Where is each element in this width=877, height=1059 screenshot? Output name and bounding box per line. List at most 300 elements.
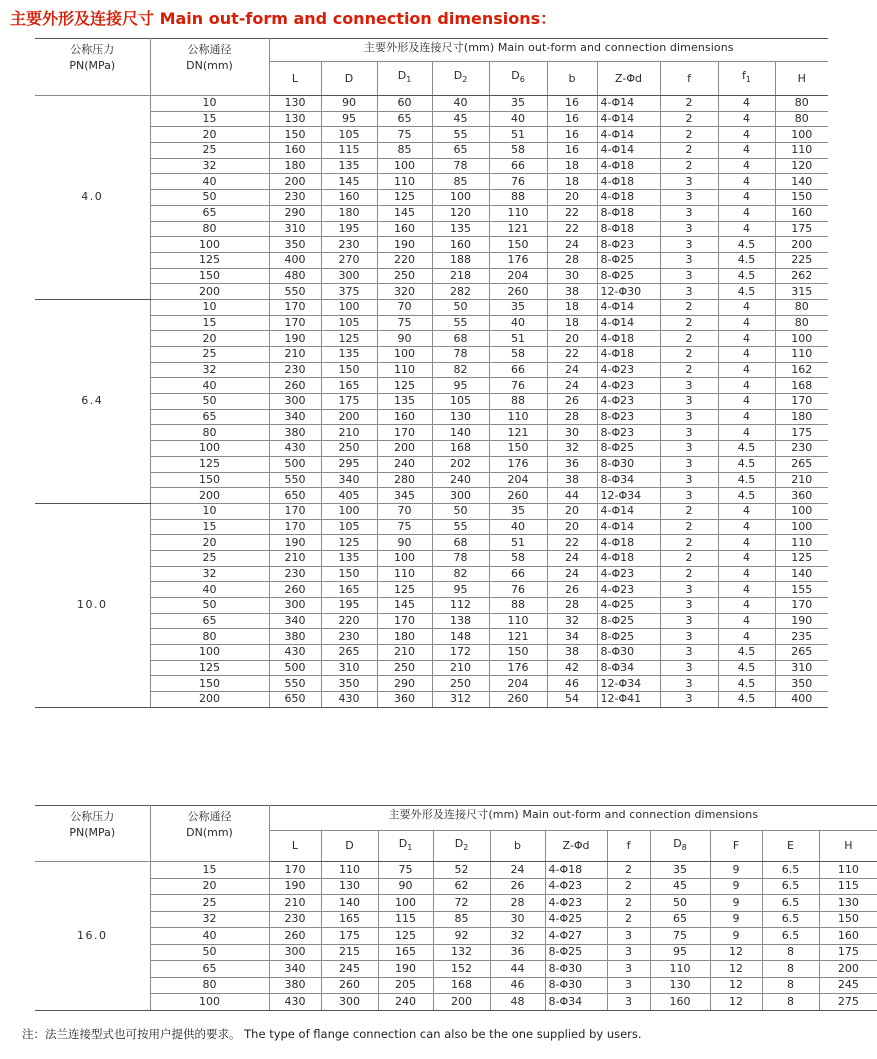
cell-dn: 15 [150, 315, 269, 331]
cell-l: 650 [269, 488, 321, 504]
cell-dn: 32 [150, 158, 269, 174]
cell-d8: 35 [650, 862, 710, 879]
column-header-f: F [710, 831, 762, 862]
cell-f1: 4.5 [718, 268, 775, 284]
column-header-d: D [321, 831, 378, 862]
column-header-d2: $D_2$ [432, 62, 489, 96]
cell-h: 275 [819, 994, 877, 1011]
cell-f: 2 [660, 158, 718, 174]
cell-zd: 4-Φ23 [597, 378, 660, 394]
cell-d6: 40 [489, 111, 547, 127]
cell-d2: 62 [433, 878, 490, 895]
cell-h: 180 [775, 409, 828, 425]
page-title: 主要外形及连接尺寸 Main out-form and connection dimensions： [10, 9, 557, 28]
cell-d1: 280 [377, 472, 432, 488]
cell-zd: 12-Φ41 [597, 692, 660, 708]
cell-f: 3 [660, 692, 718, 708]
cell-b: 26 [547, 394, 597, 410]
dn-header-cn: 公称通径 [187, 810, 232, 823]
cell-dn: 50 [150, 944, 269, 961]
cell-l: 130 [269, 96, 321, 112]
cell-h: 400 [775, 692, 828, 708]
cell-d: 115 [321, 143, 377, 159]
column-header-b: b [547, 62, 597, 96]
cell-d2: 152 [433, 961, 490, 978]
cell-d2: 120 [432, 205, 489, 221]
cell-b: 18 [547, 299, 597, 315]
cell-e: 8 [762, 944, 819, 961]
cell-d: 250 [321, 441, 377, 457]
table-row [35, 394, 828, 410]
cell-f: 2 [607, 895, 650, 912]
cell-d: 300 [321, 994, 378, 1011]
cell-d6: 150 [489, 645, 547, 661]
cell-b: 46 [490, 977, 545, 994]
cell-e: 6.5 [762, 878, 819, 895]
cell-f1: 4 [718, 127, 775, 143]
pn-header-cn: 公称压力 [70, 43, 115, 56]
cell-d8: 65 [650, 911, 710, 928]
cell-d: 340 [321, 472, 377, 488]
cell-d1: 70 [377, 299, 432, 315]
cell-d2: 82 [432, 362, 489, 378]
column-header-f: f [607, 831, 650, 862]
column-header-d1: $D_1$ [377, 62, 432, 96]
cell-d: 135 [321, 158, 377, 174]
cell-dn: 100 [150, 645, 269, 661]
cell-d1: 90 [378, 878, 433, 895]
cell-dn: 80 [150, 425, 269, 441]
column-header-h: H [775, 62, 828, 96]
column-header-zd: Z-Φd [545, 831, 607, 862]
cell-h: 168 [775, 378, 828, 394]
cell-l: 380 [269, 977, 321, 994]
cell-d: 295 [321, 456, 377, 472]
column-header-d6: $D_6$ [489, 62, 547, 96]
dimensions-group-header: 主要外形及连接尺寸(mm) Main out-form and connection dimensions [269, 39, 828, 62]
cell-l: 190 [269, 331, 321, 347]
cell-d2: 148 [432, 629, 489, 645]
cell-d6: 66 [489, 158, 547, 174]
table-row [35, 535, 828, 551]
cell-f1: 4 [718, 174, 775, 190]
dimensions-group-header: 主要外形及连接尺寸(mm) Main out-form and connection dimensions [269, 806, 877, 831]
cell-d2: 202 [432, 456, 489, 472]
cell-zd: 12-Φ34 [597, 676, 660, 692]
cell-h: 100 [775, 331, 828, 347]
cell-d6: 176 [489, 456, 547, 472]
cell-f: 12 [710, 961, 762, 978]
cell-zd: 4-Φ27 [545, 928, 607, 945]
column-header-e: E [762, 831, 819, 862]
pn-value: 4.0 [35, 96, 150, 300]
cell-d1: 360 [377, 692, 432, 708]
pn-header-cn: 公称压力 [70, 810, 115, 823]
cell-d: 230 [321, 237, 377, 253]
cell-dn: 15 [150, 519, 269, 535]
cell-b: 16 [547, 111, 597, 127]
cell-f: 2 [660, 127, 718, 143]
cell-f: 2 [660, 503, 718, 519]
cell-l: 130 [269, 111, 321, 127]
cell-l: 430 [269, 441, 321, 457]
cell-zd: 8-Φ18 [597, 205, 660, 221]
cell-l: 210 [269, 550, 321, 566]
cell-d6: 110 [489, 409, 547, 425]
cell-d1: 160 [377, 221, 432, 237]
table-row [35, 315, 828, 331]
cell-dn: 25 [150, 895, 269, 912]
table-row [35, 550, 828, 566]
cell-d6: 110 [489, 613, 547, 629]
cell-e: 6.5 [762, 911, 819, 928]
cell-d1: 180 [377, 629, 432, 645]
cell-l: 550 [269, 472, 321, 488]
cell-zd: 4-Φ18 [597, 158, 660, 174]
cell-h: 80 [775, 96, 828, 112]
cell-d: 310 [321, 660, 377, 676]
cell-dn: 150 [150, 268, 269, 284]
table-row [35, 660, 828, 676]
cell-d1: 90 [377, 535, 432, 551]
cell-d: 175 [321, 928, 378, 945]
cell-b: 46 [547, 676, 597, 692]
cell-f: 2 [660, 331, 718, 347]
table-row [35, 961, 877, 978]
table-row [35, 347, 828, 363]
table-row [35, 362, 828, 378]
cell-b: 38 [547, 472, 597, 488]
table-row [35, 284, 828, 300]
cell-l: 230 [269, 362, 321, 378]
cell-l: 430 [269, 994, 321, 1011]
cell-b: 24 [547, 566, 597, 582]
cell-l: 170 [269, 503, 321, 519]
cell-f: 2 [660, 315, 718, 331]
cell-d1: 320 [377, 284, 432, 300]
cell-h: 350 [775, 676, 828, 692]
cell-d6: 204 [489, 268, 547, 284]
cell-dn: 80 [150, 977, 269, 994]
cell-f: 2 [607, 911, 650, 928]
cell-f: 3 [660, 252, 718, 268]
cell-l: 230 [269, 190, 321, 206]
cell-d: 220 [321, 613, 377, 629]
cell-zd: 4-Φ14 [597, 315, 660, 331]
cell-l: 260 [269, 582, 321, 598]
cell-l: 170 [269, 315, 321, 331]
cell-b: 28 [490, 895, 545, 912]
table-row [35, 944, 877, 961]
cell-d1: 170 [377, 425, 432, 441]
cell-h: 315 [775, 284, 828, 300]
dn-header [150, 39, 269, 96]
cell-d2: 40 [432, 96, 489, 112]
cell-dn: 65 [150, 205, 269, 221]
cell-d: 350 [321, 676, 377, 692]
cell-f: 3 [660, 378, 718, 394]
cell-f1: 4 [718, 111, 775, 127]
cell-l: 230 [269, 911, 321, 928]
cell-f1: 4 [718, 409, 775, 425]
cell-dn: 25 [150, 550, 269, 566]
cell-d: 230 [321, 629, 377, 645]
cell-d2: 68 [432, 535, 489, 551]
cell-zd: 4-Φ23 [597, 394, 660, 410]
cell-d2: 160 [432, 237, 489, 253]
cell-d: 150 [321, 566, 377, 582]
cell-l: 300 [269, 394, 321, 410]
column-header-zd: Z-Φd [597, 62, 660, 96]
cell-h: 140 [775, 566, 828, 582]
cell-l: 340 [269, 961, 321, 978]
cell-d6: 76 [489, 582, 547, 598]
cell-l: 170 [269, 862, 321, 879]
cell-l: 380 [269, 629, 321, 645]
cell-dn: 65 [150, 409, 269, 425]
table-row [35, 96, 828, 112]
cell-d1: 100 [378, 895, 433, 912]
cell-d2: 218 [432, 268, 489, 284]
cell-d6: 121 [489, 425, 547, 441]
cell-d2: 45 [432, 111, 489, 127]
cell-f: 2 [660, 96, 718, 112]
cell-d2: 100 [432, 190, 489, 206]
cell-l: 180 [269, 158, 321, 174]
cell-b: 38 [547, 284, 597, 300]
cell-f1: 4 [718, 535, 775, 551]
cell-d6: 66 [489, 362, 547, 378]
pn-header [35, 39, 150, 96]
cell-f1: 4 [718, 158, 775, 174]
table-row [35, 598, 828, 614]
cell-h: 200 [819, 961, 877, 978]
cell-dn: 150 [150, 676, 269, 692]
cell-h: 230 [775, 441, 828, 457]
cell-dn: 40 [150, 928, 269, 945]
cell-f: 9 [710, 862, 762, 879]
cell-l: 300 [269, 598, 321, 614]
cell-d2: 210 [432, 660, 489, 676]
cell-d6: 58 [489, 143, 547, 159]
cell-zd: 8-Φ25 [597, 441, 660, 457]
cell-h: 115 [819, 878, 877, 895]
cell-d1: 75 [377, 127, 432, 143]
table-row [35, 862, 877, 879]
cell-b: 42 [547, 660, 597, 676]
cell-dn: 10 [150, 503, 269, 519]
table-row [35, 268, 828, 284]
cell-f1: 4 [718, 315, 775, 331]
cell-d2: 68 [432, 331, 489, 347]
table-row [35, 378, 828, 394]
cell-f1: 4 [718, 598, 775, 614]
table-row [35, 613, 828, 629]
cell-f1: 4.5 [718, 441, 775, 457]
cell-b: 30 [547, 268, 597, 284]
cell-e: 8 [762, 961, 819, 978]
table-row [35, 645, 828, 661]
cell-dn: 10 [150, 96, 269, 112]
cell-h: 125 [775, 550, 828, 566]
table-row [35, 111, 828, 127]
cell-d1: 190 [378, 961, 433, 978]
cell-h: 160 [775, 205, 828, 221]
cell-d: 90 [321, 96, 377, 112]
cell-d: 100 [321, 299, 377, 315]
cell-d6: 260 [489, 284, 547, 300]
table-row [35, 456, 828, 472]
cell-d2: 312 [432, 692, 489, 708]
table-row [35, 692, 828, 708]
cell-l: 500 [269, 456, 321, 472]
cell-b: 28 [547, 409, 597, 425]
cell-d: 165 [321, 582, 377, 598]
cell-zd: 4-Φ18 [597, 347, 660, 363]
cell-d2: 172 [432, 645, 489, 661]
cell-zd: 12-Φ30 [597, 284, 660, 300]
cell-zd: 8-Φ30 [597, 645, 660, 661]
cell-h: 110 [775, 143, 828, 159]
cell-d1: 160 [377, 409, 432, 425]
cell-d1: 345 [377, 488, 432, 504]
cell-zd: 4-Φ18 [597, 190, 660, 206]
cell-f: 3 [660, 456, 718, 472]
cell-d1: 125 [377, 582, 432, 598]
cell-b: 24 [490, 862, 545, 879]
cell-d2: 105 [432, 394, 489, 410]
cell-dn: 200 [150, 692, 269, 708]
cell-d: 180 [321, 205, 377, 221]
cell-f: 3 [660, 409, 718, 425]
cell-b: 18 [547, 315, 597, 331]
cell-zd: 8-Φ25 [597, 629, 660, 645]
cell-l: 340 [269, 409, 321, 425]
cell-f: 3 [607, 961, 650, 978]
cell-d1: 220 [377, 252, 432, 268]
cell-d1: 190 [377, 237, 432, 253]
cell-d1: 210 [377, 645, 432, 661]
cell-h: 80 [775, 111, 828, 127]
cell-b: 20 [547, 519, 597, 535]
dimensions-table-2 [35, 805, 877, 1011]
cell-d6: 88 [489, 598, 547, 614]
cell-f: 3 [660, 613, 718, 629]
cell-d6: 150 [489, 237, 547, 253]
cell-d2: 95 [432, 378, 489, 394]
cell-h: 225 [775, 252, 828, 268]
cell-h: 265 [775, 645, 828, 661]
cell-h: 80 [775, 299, 828, 315]
cell-d6: 76 [489, 378, 547, 394]
cell-b: 22 [547, 205, 597, 221]
table-row [35, 409, 828, 425]
cell-h: 150 [819, 911, 877, 928]
cell-d: 105 [321, 127, 377, 143]
cell-l: 210 [269, 347, 321, 363]
cell-f: 3 [660, 205, 718, 221]
cell-l: 350 [269, 237, 321, 253]
cell-d: 135 [321, 550, 377, 566]
cell-d6: 121 [489, 629, 547, 645]
cell-d1: 240 [377, 456, 432, 472]
table-row [35, 127, 828, 143]
table-row [35, 566, 828, 582]
cell-dn: 40 [150, 174, 269, 190]
column-header-l: L [269, 62, 321, 96]
cell-h: 100 [775, 519, 828, 535]
cell-zd: 12-Φ34 [597, 488, 660, 504]
cell-zd: 4-Φ23 [545, 878, 607, 895]
cell-b: 44 [490, 961, 545, 978]
cell-d1: 110 [377, 566, 432, 582]
cell-d: 405 [321, 488, 377, 504]
column-header-f1: $f_1$ [718, 62, 775, 96]
cell-zd: 4-Φ14 [597, 143, 660, 159]
cell-d1: 110 [377, 362, 432, 378]
cell-f1: 4.5 [718, 676, 775, 692]
cell-f1: 4.5 [718, 252, 775, 268]
cell-d: 265 [321, 645, 377, 661]
cell-zd: 8-Φ23 [597, 425, 660, 441]
cell-f: 3 [607, 944, 650, 961]
cell-l: 400 [269, 252, 321, 268]
cell-d: 210 [321, 425, 377, 441]
pn-header-en: PN(MPa) [69, 826, 116, 839]
cell-dn: 100 [150, 237, 269, 253]
cell-d6: 35 [489, 503, 547, 519]
cell-zd: 4-Φ23 [597, 362, 660, 378]
cell-d6: 150 [489, 441, 547, 457]
cell-d2: 52 [433, 862, 490, 879]
cell-f1: 4.5 [718, 692, 775, 708]
cell-d1: 125 [377, 190, 432, 206]
cell-f: 2 [660, 143, 718, 159]
cell-zd: 4-Φ14 [597, 111, 660, 127]
cell-e: 6.5 [762, 895, 819, 912]
cell-f: 2 [660, 550, 718, 566]
dn-header-en: DN(mm) [186, 59, 233, 72]
table-row [35, 221, 828, 237]
cell-d6: 88 [489, 190, 547, 206]
cell-d1: 110 [377, 174, 432, 190]
cell-d: 430 [321, 692, 377, 708]
cell-d1: 75 [377, 315, 432, 331]
cell-f: 3 [660, 660, 718, 676]
cell-zd: 8-Φ25 [545, 944, 607, 961]
cell-d: 245 [321, 961, 378, 978]
cell-b: 26 [547, 582, 597, 598]
cell-d2: 188 [432, 252, 489, 268]
table-row [35, 582, 828, 598]
cell-dn: 10 [150, 299, 269, 315]
cell-d6: 88 [489, 394, 547, 410]
column-header-d8: $D_8$ [650, 831, 710, 862]
cell-l: 260 [269, 928, 321, 945]
column-header-b: b [490, 831, 545, 862]
cell-d2: 85 [433, 911, 490, 928]
cell-d2: 132 [433, 944, 490, 961]
table-row [35, 237, 828, 253]
cell-e: 6.5 [762, 862, 819, 879]
cell-h: 150 [775, 190, 828, 206]
cell-b: 16 [547, 143, 597, 159]
cell-d2: 50 [432, 299, 489, 315]
cell-f1: 4 [718, 331, 775, 347]
cell-d2: 95 [432, 582, 489, 598]
column-header-d: D [321, 62, 377, 96]
cell-b: 26 [490, 878, 545, 895]
